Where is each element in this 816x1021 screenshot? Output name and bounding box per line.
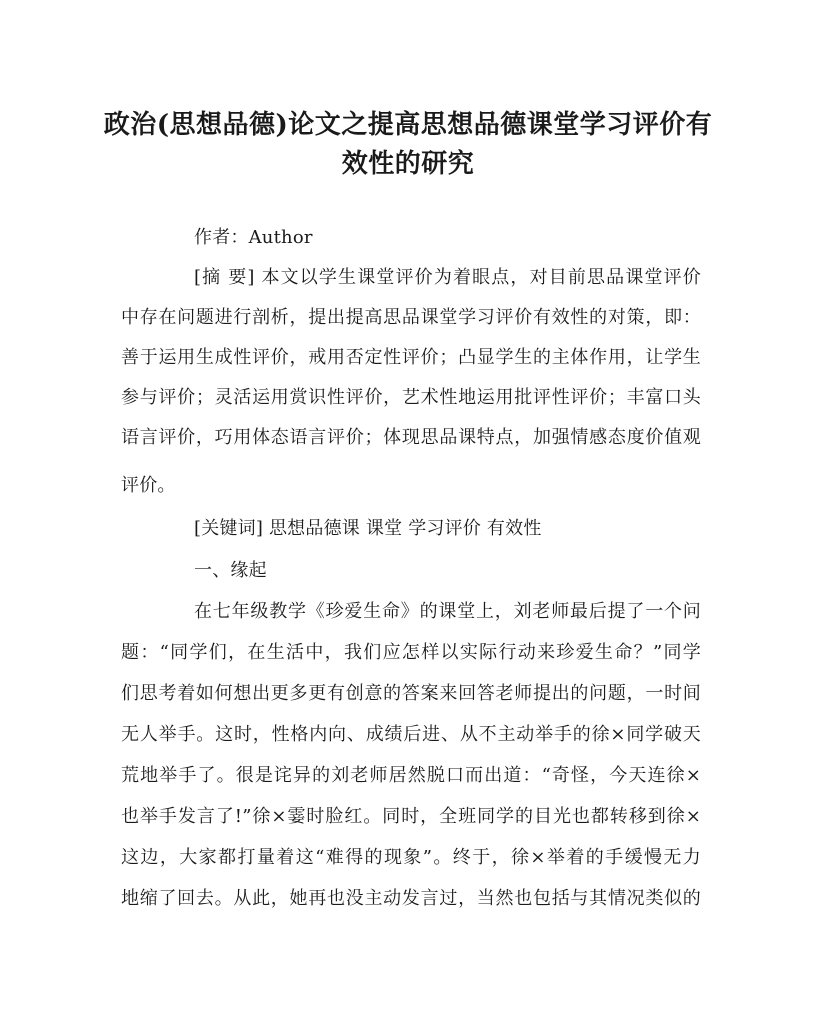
abstract-line: 参与评价；灵活运用赏识性评价，艺术性地运用批评性评价；丰富口头 — [121, 387, 701, 408]
body-line: 也举手发言了!”徐×霎时脸红。同时，全班同学的目光也都转移到徐× — [121, 806, 701, 827]
abstract-line: 善于运用生成性评价，戒用否定性评价；凸显学生的主体作用，让学生 — [121, 347, 701, 368]
abstract-line: 中存在问题进行剖析，提出提高思品课堂学习评价有效性的对策，即： — [121, 307, 701, 328]
body-line: 地缩了回去。从此，她再也没主动发言过，当然也包括与其情况类似的 — [121, 888, 701, 909]
body-line: 荒地举手了。很是诧异的刘老师居然脱口而出道：“奇怪，今天连徐× — [121, 765, 701, 786]
section-heading: 一、缘起 — [194, 560, 267, 581]
keywords-line: [关键词] 思想品德课 课堂 学习评价 有效性 — [194, 518, 542, 539]
abstract-line: 评价。 — [121, 475, 176, 496]
body-line: 们思考着如何想出更多更有创意的答案来回答老师提出的问题，一时间 — [121, 683, 701, 704]
body-line: 无人举手。这时，性格内向、成绩后进、从不主动举手的徐×同学破天 — [121, 724, 701, 745]
document-title-line-1: 政治(思想品德)论文之提高思想品德课堂学习评价有 — [103, 110, 713, 140]
abstract-line: [摘 要] 本文以学生课堂评价为着眼点，对目前思品课堂评价 — [194, 267, 701, 288]
body-line: 在七年级教学《珍爱生命》的课堂上，刘老师最后提了一个问 — [194, 601, 701, 622]
author-line: 作者：Author — [194, 227, 313, 248]
abstract-line: 语言评价，巧用体态语言评价；体现思品课特点，加强情感态度价值观 — [121, 427, 701, 448]
body-line: 题：“同学们，在生活中，我们应怎样以实际行动来珍爱生命？”同学 — [121, 642, 701, 663]
document-title-line-2: 效性的研究 — [341, 149, 475, 179]
body-line: 这边，大家都打量着这“难得的现象”。终于，徐×举着的手缓慢无力 — [121, 847, 701, 868]
